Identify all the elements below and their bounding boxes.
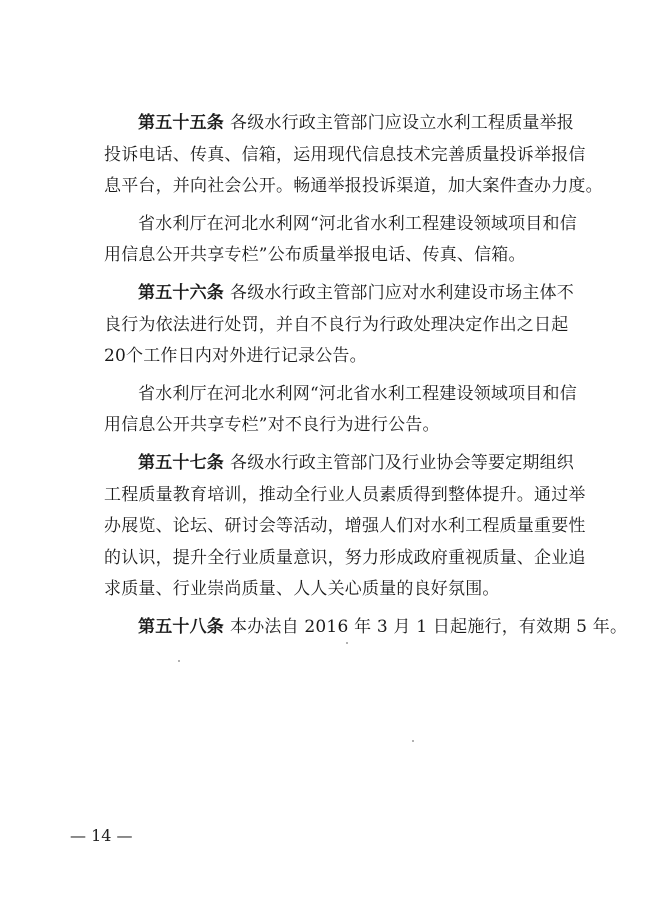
article-55-note-line-2: 用信息公开共享专栏”公布质量举报电话、传真、信箱。 <box>104 245 526 266</box>
article-58 <box>138 612 628 644</box>
scan-speck <box>178 660 180 662</box>
article-57-text-1: 各级水行政主管部门及行业协会等要定期组织 <box>230 452 574 473</box>
article-57-line-4: 的认识，提升全行业质量意识，努力形成政府重视质量、企业追 <box>104 547 586 568</box>
scan-speck <box>346 642 348 644</box>
page-number: — 14 — <box>70 826 133 845</box>
article-56-line-2: 良行为依法进行处罚，并自不良行为行政处理决定作出之日起 <box>104 314 569 335</box>
article-56-line-1 <box>138 278 574 310</box>
article-58-text-1: 本办法自 2016 年 3 月 1 日起施行，有效期 5 年。 <box>230 616 628 637</box>
article-56-number: 第五十六条 <box>138 282 224 303</box>
article-55 <box>104 108 603 203</box>
article-57-line-1 <box>138 448 574 480</box>
article-56-note-line-2: 用信息公开共享专栏”对不良行为进行公告。 <box>104 415 440 436</box>
article-56 <box>104 278 574 373</box>
article-55-line-1 <box>138 108 574 140</box>
article-58-number: 第五十八条 <box>138 616 224 637</box>
article-55-text-1: 各级水行政主管部门应设立水利工程质量举报 <box>230 113 574 133</box>
article-56-text-1: 各级水行政主管部门应对水利建设市场主体不 <box>230 282 574 303</box>
document-body <box>104 108 628 644</box>
article-57-number: 第五十七条 <box>138 452 224 473</box>
article-56-line-3: 20个工作日内对外进行记录公告。 <box>104 346 367 367</box>
article-57-line-2: 工程质量教育培训，推动全行业人员素质得到整体提升。通过举 <box>104 484 586 505</box>
scan-speck <box>412 740 414 742</box>
article-55-line-3: 息平台，并向社会公开。畅通举报投诉渠道，加大案件查办力度。 <box>104 176 603 197</box>
article-57 <box>104 448 586 606</box>
article-58-line-1 <box>138 612 628 644</box>
article-56-note <box>104 379 577 442</box>
article-55-note-line-1: 省水利厅在河北水利网“河北省水利工程建设领域项目和信 <box>138 213 577 234</box>
article-56-note-line-1: 省水利厅在河北水利网“河北省水利工程建设领域项目和信 <box>138 383 577 404</box>
article-55-line-2: 投诉电话、传真、信箱，运用现代信息技术完善质量投诉举报信 <box>104 144 586 165</box>
article-55-number: 第五十五条 <box>138 113 224 133</box>
article-57-line-5: 求质量、行业崇尚质量、人人关心质量的良好氛围。 <box>104 579 500 600</box>
article-55-note <box>104 209 577 272</box>
article-57-line-3: 办展览、论坛、研讨会等活动，增强人们对水利工程质量重要性 <box>104 516 586 537</box>
